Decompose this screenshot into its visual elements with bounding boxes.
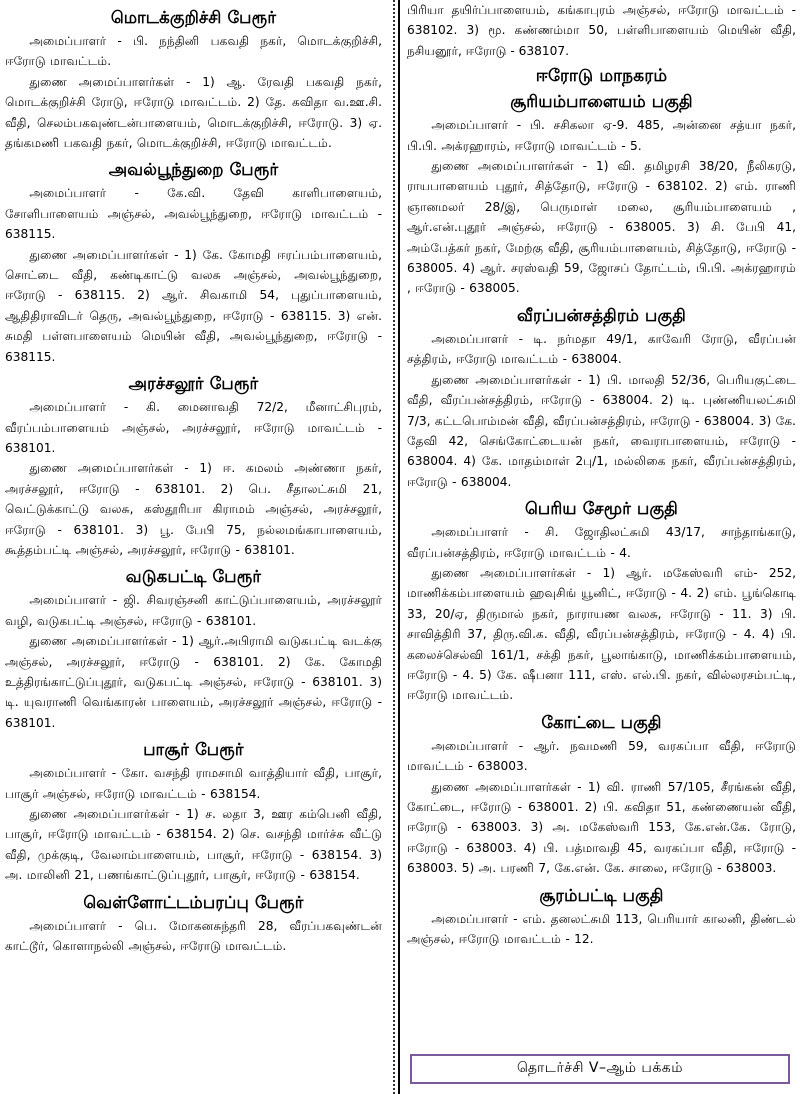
section-heading: பெரிய சேமூர் பகுதி [525, 499, 678, 519]
organizer-paragraph: அமைப்பாளர் - பெ. மோகனசுந்தரி 28, வீரப்பகவுண்டன் காட்டூர், கொளாநல்லி அஞ்சல், ஈரோடு மாவட்டம். [5, 918, 382, 954]
section-heading: வீரப்பன்சத்திரம் பகுதி [517, 305, 686, 325]
organizer-paragraph: அமைப்பாளர் - கே.வி. தேவி காளிபாளையம், சோளிபாளையம் அஞ்சல், அவல்பூந்துறை, ஈரோடு மாவட்டம் - 638115. [5, 186, 382, 242]
deputy-organizers-paragraph: துணை அமைப்பாளர்கள் - 1) ஈ. கமலம் அண்ணா நகர், அரச்சலூர், ஈரோடு - 638101. 2) பெ. சீதாலட்சுமி 21, வெட்டுக்காட்டு வலசு, கஸ்தூரிபா கிராமம் அஞ்சல், அரச்சலூர், ஈரோடு - 638101. 3) பூ. பேபி 75, நல்லமங்காபாளையம், கூத்தம்பட்டி அஞ்சல், அரச்சலூர், ஈரோடு - 638101. [5, 461, 382, 557]
section-arachalur [5, 372, 382, 560]
organizer-paragraph: அமைப்பாளர் - ஆர். நவமணி 59, வரகப்பா வீதி, ஈரோடு மாவட்டம் - 638003. [407, 738, 796, 774]
right-column [401, 0, 800, 1094]
section-modakkurichi [5, 6, 382, 153]
organizer-paragraph: அமைப்பாளர் - டி. நர்மதா 49/1, காவேரி ரோடு, வீரப்பன் சத்திரம், ஈரோடு மாவட்டம் - 638004. [407, 331, 796, 367]
section-heading: கோட்டை பகுதி [541, 712, 662, 732]
organizer-paragraph: அமைப்பாளர் - பி. சசிகலா ஏ-9. 485, அன்னை சத்யா நகர், பி.பி. அக்ரஹாரம், ஈரோடு மாவட்டம் - 5. [407, 118, 796, 153]
section-pasur [5, 738, 382, 885]
section-heading: வடுகபட்டி பேரூர் [125, 567, 262, 587]
section-heading: சூரியம்பாளையம் பகுதி [510, 92, 693, 112]
section-heading: அவல்பூந்துறை பேரூர் [108, 160, 279, 180]
organizer-paragraph: அமைப்பாளர் - கி. மைனாவதி 72/2, மீனாட்சிபுரம், வீரப்பம்பாளையம் அஞ்சல், அரச்சலூர், ஈரோடு மாவட்டம் - 638101. [5, 400, 382, 455]
column-divider-dotted [393, 0, 395, 1094]
section-heading: வெள்ளோட்டம்பரப்பு பேரூர் [83, 892, 304, 912]
deputy-organizers-paragraph: துணை அமைப்பாளர்கள் - 1) பி. மாலதி 52/36, பெரியகுட்டை வீதி, வீரப்பன்சத்திரம், ஈரோடு - 638004. 2) டி. புண்ணியலட்சுமி 7/3, கட்டபொம்மன் வீதி, வீரப்பன்சத்திரம், ஈரோடு - 638004. 3) கே. தேவி 42, செங்கோட்டையன் நகர், வைராபாளையம், ஈரோடு - 638004. 4) கே. மாதம்மாள் 2பு/1, மல்லிகை நகர், வீரப்பன்சத்திரம், ஈரோடு - 638004. [407, 372, 796, 489]
section-vellottamparappu [5, 891, 382, 957]
organizer-paragraph: அமைப்பாளர் - சி. ஜோதிலட்சுமி 43/17, சாந்தாங்காடு, வீரப்பன்சத்திரம், ஈரோடு மாவட்டம் - 4. [407, 525, 796, 560]
section-suriyampalayam [407, 90, 796, 299]
section-surampatti [407, 884, 796, 950]
section-avalpoondurai [5, 158, 382, 367]
section-heading: அரச்சலூர் பேரூர் [128, 374, 259, 394]
deputy-organizers-paragraph: துணை அமைப்பாளர்கள் - 1) ஆர். மகேஸ்வரி எம்- 252, மாணிக்கம்பாளையம் ஹவுசிங் யூனிட், ஈரோடு - 4. 2) எம். பூங்கொடி 33, 20/ஏ, திருமால் நகர், நாராயண வலசு, ஈரோடு - 11. 3) பி. சாவித்திரி 37, திரு.வி.க. வீதி, வீரப்பன்சத்திரம், ஈரோடு - 4. 4) பி. கலைச்செல்வி 161/1, சக்தி நகர், பூலாங்காடு, மாணிக்கம்பாளையம், ஈரோடு - 4. 5) கே. ஷீபனா 111, எஸ். எல்.பி. நகர், வில்லரசம்பட்டி, ஈரோடு மாவட்டம். [407, 565, 796, 703]
left-column [0, 0, 390, 1094]
deputy-organizers-paragraph: துணை அமைப்பாளர்கள் - 1) ஆ. ரேவதி பகவதி நகர், மொடக்குறிச்சி ரோடு, ஈரோடு மாவட்டம். 2) தே. கவிதா வ.ஊ.சி. வீதி, செலம்பகவுண்டன்பாளையம், மொடக்குறிச்சி, ஈரோடு. 3) ஏ. தங்கமணி பகவதி நகர், மொடக்குறிச்சி, ஈரோடு மாவட்டம். [5, 74, 382, 151]
continued-on-page-box: தொடர்ச்சி V–ஆம் பக்கம் [410, 1054, 790, 1084]
section-vadugapatti [5, 565, 382, 733]
deputy-organizers-paragraph: துணை அமைப்பாளர்கள் - 1) ச. லதா 3, ஊர கம்பெனி வீதி, பாசூர், ஈரோடு மாவட்டம் - 638154. 2) செ. வசந்தி மார்ச்சு வீட்டு வீதி, முக்குடி, வேலாம்பாளையம், பாசூர், ஈரோடு - 638154. 3) அ. மாலினி 21, பணங்காட்டுப்புதூர், பாசூர், ஈரோடு - 638154. [5, 807, 382, 883]
section-periya-semur [407, 497, 796, 706]
organizer-paragraph: அமைப்பாளர் - ஜி. சிவரஞ்சனி காட்டுப்பாளையம், அரச்சலூர் வழி, வடுகபட்டி அஞ்சல், ஈரோடு - 638101. [5, 593, 382, 628]
section-veerappanchathiram [407, 304, 796, 492]
main-heading-erode-corporation: ஈரோடு மாநகரம் [535, 66, 668, 87]
deputy-organizers-paragraph: துணை அமைப்பாளர்கள் - 1) கே. கோமதி ஈரப்பம்பாளையம், சொட்டை வீதி, கண்டிகாட்டு வலசு அஞ்சல், அவல்பூந்துறை, ஈரோடு - 638115. 2) ஆர். சிவகாமி 54, புதுப்பாளையம், ஆதிதிராவிடர் தெரு, அவல்பூந்துறை, ஈரோடு - 638115. 3) என். சுமதி பள்ளபாளையம் மெயின் வீதி, அவல்பூந்துறை, ஈரோடு - 638115. [5, 247, 382, 364]
organizer-paragraph: அமைப்பாளர் - எம். தனலட்சுமி 113, பெரியார் காலனி, திண்டல் அஞ்சல், ஈரோடு மாவட்டம் - 12. [407, 911, 796, 947]
deputy-organizers-paragraph: துணை அமைப்பாளர்கள் - 1) வி. ராணி 57/105, சீரங்கன் வீதி, கோட்டை, ஈரோடு - 638001. 2) பி. கவிதா 51, கண்ணையன் வீதி, ஈரோடு - 638003. 3) அ. மகேஸ்வரி 153, கே.என்.கே. ரோடு, ஈரோடு - 638003. 4) பி. பத்மாவதி 45, வரகப்பா வீதி, ஈரோடு - 638003. 5) அ. பரணி 7, கே.என். கே. சாலை, ஈரோடு - 638003. [407, 779, 796, 876]
deputy-organizers-paragraph: துணை அமைப்பாளர்கள் - 1) வி. தமிழரசி 38/20, நீலிகரடு, ராயபாளையம் புதூர், சித்தோடு, ஈரோடு - 638102. 2) எம். ராணி ஞானமலர் 28/இ, பெருமாள் மலை, சூரியம்பாளையம் , ஆர்.என்.புதூர் அஞ்சல், ஈரோடு - 638005. 3) சி. பேபி 41, அம்பேத்கர் நகர், மேற்கு வீதி, சூரியம்பாளையம், சித்தோடு, ஈரோடு - 638005. 4) ஆர். சரஸ்வதி 59, ஜோசப் தோட்டம், பி.பி. அக்ரஹாரம் , ஈரோடு - 638005. [407, 159, 796, 296]
section-kottai [407, 711, 796, 879]
section-heading: பாசூர் பேரூர் [143, 740, 244, 760]
continued-paragraph: பிரியா தயிர்ப்பாளையம், கங்காபுரம் அஞ்சல், ஈரோடு மாவட்டம் - 638102. 3) மூ. கண்ணம்மா 50, பள்ளிபாளையம் மெயின் வீதி, நசியனூர், ஈரோடு - 638107. [407, 3, 796, 58]
section-heading: மொடக்குறிச்சி பேரூர் [110, 8, 277, 27]
deputy-organizers-paragraph: துணை அமைப்பாளர்கள் - 1) ஆர்.அபிராமி வடுகபட்டி வடக்கு அஞ்சல், அரச்சலூர், ஈரோடு - 638101. 2) கே. கோமதி உத்திரங்காட்டுப்புதூர், வடுகபட்டி அஞ்சல், ஈரோடு - 638101. 3) டி. யுவராணி வெங்காரன் பாளையம், அரச்சலூர் அஞ்சல், ஈரோடு - 638101. [5, 634, 382, 730]
organizer-paragraph: அமைப்பாளர் - கோ. வசந்தி ராமசாமி வாத்தியார் வீதி, பாசூர், பாசூர் அஞ்சல், ஈரோடு மாவட்டம் - 638154. [5, 766, 382, 801]
section-heading: சூரம்பட்டி பகுதி [539, 885, 664, 905]
column-divider-solid [398, 0, 400, 1094]
organizer-paragraph: அமைப்பாளர் - பி. நந்தினி பகவதி நகர், மொடக்குறிச்சி, ஈரோடு மாவட்டம். [5, 34, 382, 69]
